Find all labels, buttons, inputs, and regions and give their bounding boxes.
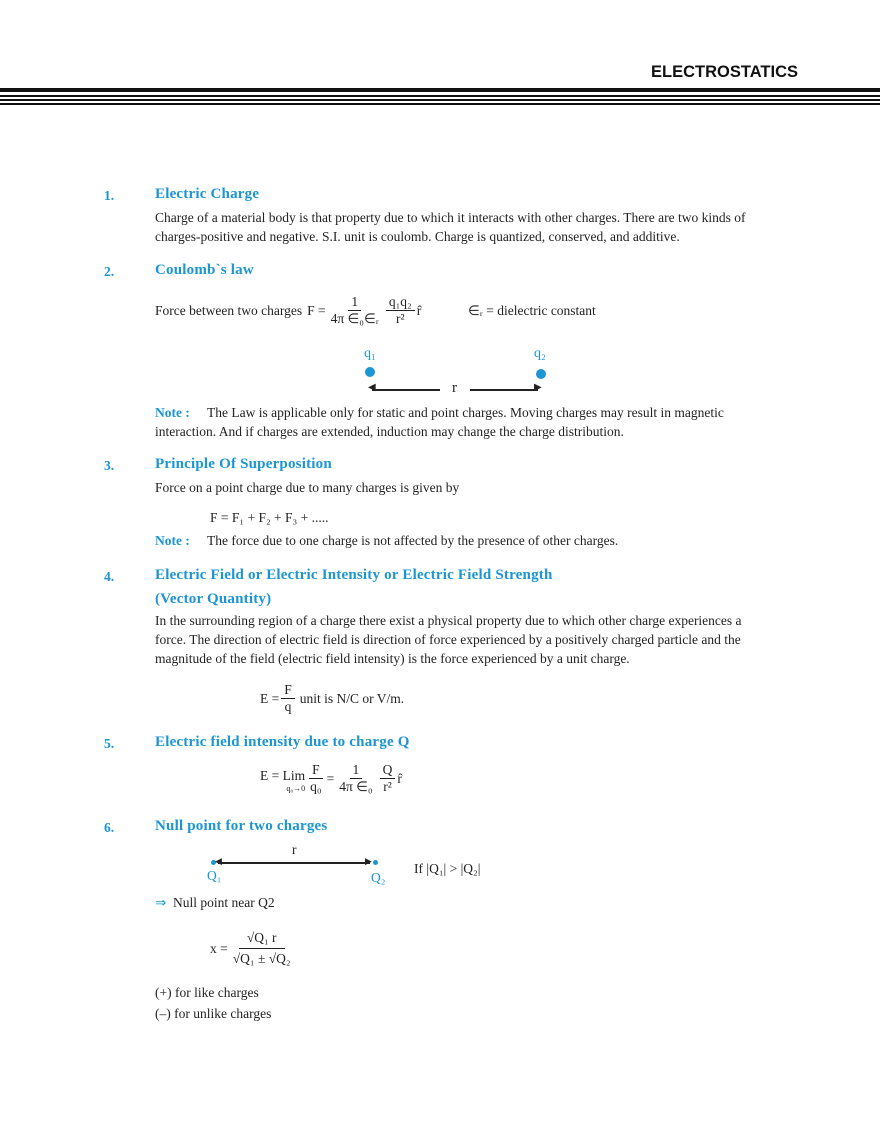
section-heading: Null point for two charges: [155, 818, 328, 834]
charge-dot: [373, 860, 378, 865]
limit-subscript: q₀→0: [286, 784, 306, 793]
fraction: [380, 762, 396, 795]
body-text: Force on a point charge due to many charges is given by: [155, 480, 460, 495]
body-text: magnitude of the field (electric field intensity) is the force experienced by a unit charge.: [155, 651, 630, 666]
section-number: 6.: [104, 820, 115, 835]
arrowhead-right-icon: ▶: [365, 856, 372, 866]
denominator: √Q₁ ± √Q₂: [232, 951, 291, 966]
header-rule: [0, 95, 880, 97]
numerator: 1: [348, 294, 361, 311]
header-rule: [0, 99, 880, 101]
distance-arrow: [218, 862, 370, 864]
header-rule: [0, 88, 880, 92]
superposition-formula: F = F₁ + F₂ + F₃ + .....: [210, 510, 329, 525]
numerator: F: [281, 682, 295, 699]
numerator: Q: [380, 762, 396, 779]
fraction: [230, 928, 294, 969]
arrowhead-right-icon: ▶: [534, 382, 542, 393]
arrow-left: [372, 389, 440, 391]
section-heading: Electric field intensity due to charge Q: [155, 734, 410, 750]
section-heading: Coulomb`s law: [155, 262, 254, 278]
case-text: (–) for unlike charges: [155, 1006, 272, 1021]
page-header-title: ELECTROSTATICS: [651, 63, 798, 81]
distance-label: r: [452, 380, 457, 396]
fraction: [281, 682, 295, 715]
unit-vector: r̂: [416, 302, 422, 318]
result-text: Null point near Q2: [173, 895, 275, 910]
formula-lhs: x =: [210, 940, 228, 956]
lead-text: Force between two charges: [155, 302, 303, 318]
numerator: q₁q₂: [386, 294, 415, 311]
section-number: 3.: [104, 458, 115, 473]
denominator: r²: [396, 311, 405, 326]
condition-text: If |Q₁| > |Q₂|: [414, 861, 481, 876]
denominator: 4π ∈₀∈ᵣ: [330, 311, 379, 326]
null-point-formula: [210, 928, 296, 969]
denominator: r²: [383, 779, 392, 794]
formula-lhs: F =: [307, 302, 326, 318]
denominator: 4π ∈₀: [339, 779, 373, 794]
section-heading: Principle Of Superposition: [155, 456, 332, 472]
charge-label-q1: q₁: [364, 346, 376, 361]
fraction: [386, 294, 415, 327]
numerator: F: [309, 762, 323, 779]
unit-text: unit is N/C or V/m.: [299, 690, 405, 706]
section-heading: Electric Charge: [155, 186, 260, 202]
formula-lhs: E = Lim: [260, 768, 306, 783]
body-text: force. The direction of electric field is direction of force experienced by a positively charged particle and the: [155, 632, 741, 647]
charge-dot: [365, 367, 375, 377]
formula-lhs: E =: [260, 690, 280, 706]
denominator: q: [284, 699, 292, 714]
charge-label-Q1: Q₁: [207, 868, 222, 883]
dielectric-note: ∈ᵣ = dielectric constant: [468, 303, 596, 318]
section-heading: Electric Field or Electric Intensity or Electric Field Strength: [155, 567, 553, 583]
section-number: 5.: [104, 736, 115, 751]
body-text: In the surrounding region of a charge there exist a physical property due to which other charge experiences a: [155, 613, 742, 628]
body-text: Charge of a material body is that property due to which it interacts with other charges. There are two kinds of: [155, 210, 746, 225]
note-text: The force due to one charge is not affected by the presence of other charges.: [207, 533, 619, 548]
arrowhead-left-icon: ◀: [215, 856, 222, 866]
denominator: q₀: [310, 779, 322, 794]
note-label: Note :: [155, 405, 190, 420]
note-label: Note :: [155, 533, 190, 548]
body-text: charges-positive and negative. S.I. unit is coulomb. Charge is quantized, conserved, and additive.: [155, 229, 680, 244]
note-text: The Law is applicable only for static and point charges. Moving charges may result in magnetic: [207, 405, 724, 420]
header-rule: [0, 103, 880, 105]
fraction: [328, 294, 382, 327]
numerator: √Q₁ r: [239, 928, 285, 949]
charge-label-q2: q₂: [534, 346, 546, 361]
fraction: [336, 762, 375, 795]
section-number: 2.: [104, 264, 115, 279]
field-formula: [260, 682, 404, 715]
unit-vector: r̂: [397, 770, 402, 786]
numerator: 1: [350, 762, 363, 779]
coulomb-formula: [155, 294, 421, 327]
section-number: 4.: [104, 569, 115, 584]
charge-label-Q2: Q₂: [371, 870, 386, 885]
section-subheading: (Vector Quantity): [155, 591, 272, 607]
charge-dot: [536, 369, 546, 379]
limit: [260, 764, 305, 793]
arrowhead-left-icon: ◀: [368, 382, 376, 393]
case-text: (+) for like charges: [155, 985, 259, 1000]
equals: =: [326, 770, 335, 786]
distance-label: r: [292, 842, 297, 857]
field-due-to-charge-formula: [260, 762, 402, 795]
note-text: interaction. And if charges are extended, induction may change the charge distribution.: [155, 424, 624, 439]
arrow-right: [470, 389, 538, 391]
implies-icon: ⇒: [155, 895, 167, 910]
fraction: [307, 762, 324, 795]
section-number: 1.: [104, 188, 115, 203]
